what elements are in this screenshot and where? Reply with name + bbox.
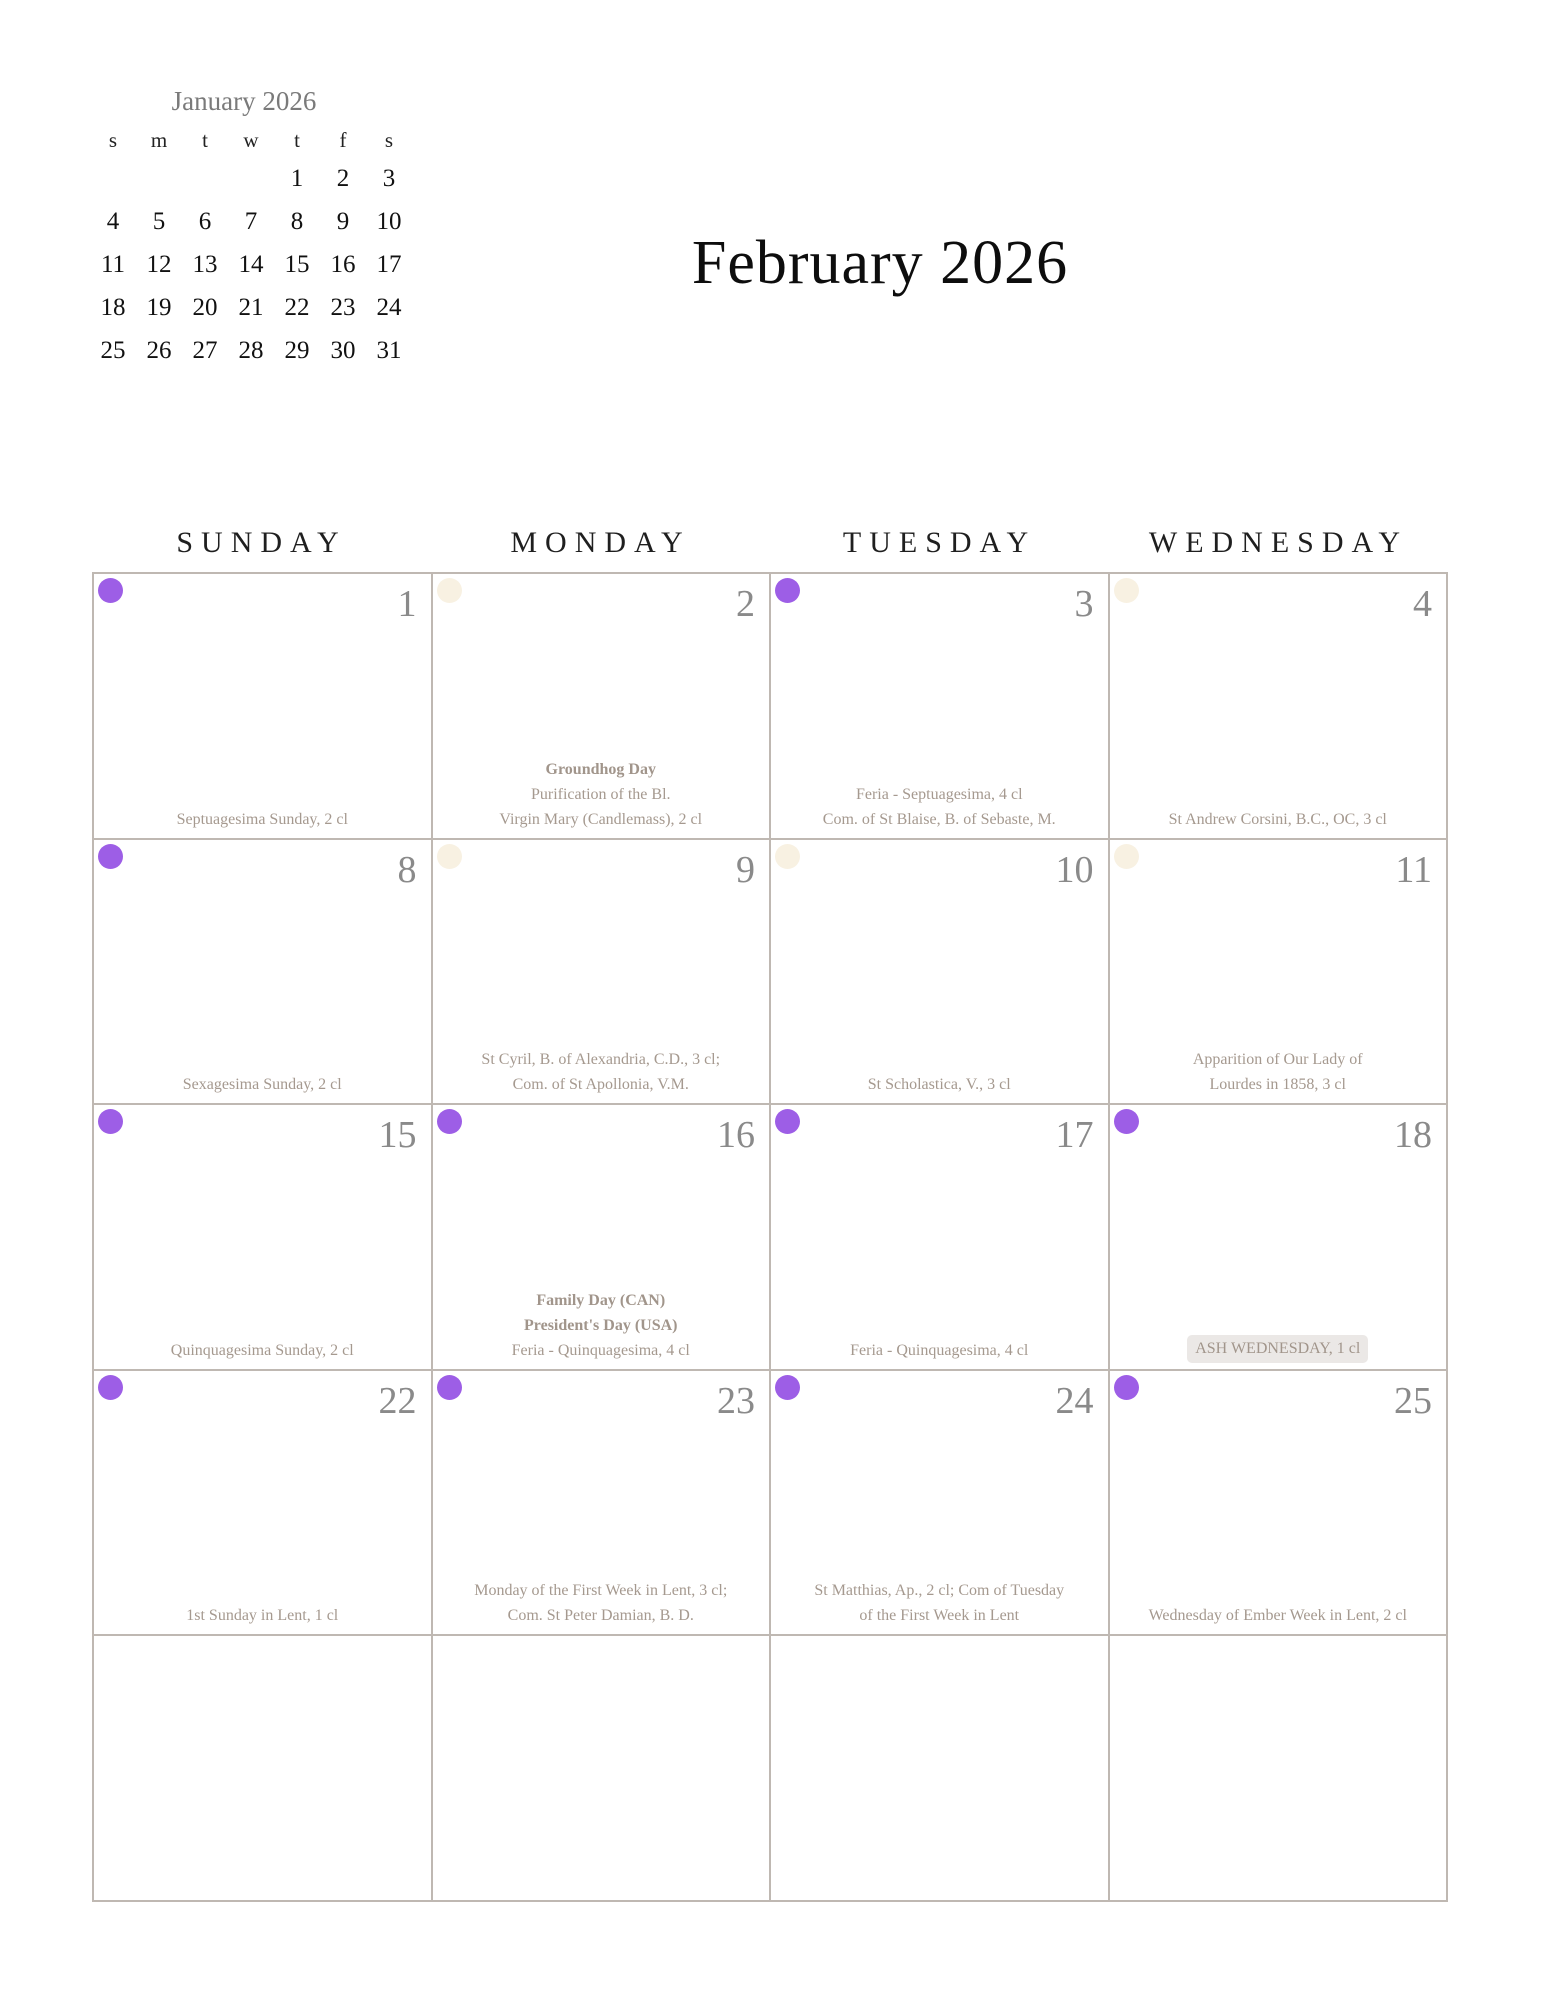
liturgical-color-dot bbox=[1114, 578, 1139, 603]
feast-note: Monday of the First Week in Lent, 3 cl; bbox=[474, 1582, 728, 1600]
day-cell[interactable] bbox=[771, 1636, 1110, 1902]
mini-calendar-date: 21 bbox=[238, 294, 264, 321]
day-cell[interactable] bbox=[1110, 1371, 1449, 1637]
liturgical-color-dot bbox=[775, 1109, 800, 1134]
liturgical-color-dot bbox=[1114, 1109, 1139, 1134]
mini-calendar-date: 24 bbox=[376, 294, 402, 321]
day-number: 16 bbox=[717, 1114, 755, 1157]
day-notes bbox=[1114, 1047, 1443, 1097]
liturgical-color-dot bbox=[437, 1109, 462, 1134]
day-notes bbox=[98, 1603, 427, 1628]
feast-note: Feria - Quinquagesima, 4 cl bbox=[511, 1341, 690, 1359]
mini-calendar-date: 10 bbox=[376, 208, 402, 235]
day-cell[interactable] bbox=[433, 1371, 772, 1637]
day-notes bbox=[437, 1288, 766, 1363]
weekday-monday: MONDAY bbox=[510, 526, 691, 559]
day-cell[interactable] bbox=[771, 840, 1110, 1106]
mini-calendar-date: 2 bbox=[336, 165, 350, 192]
day-notes bbox=[1114, 1335, 1443, 1363]
liturgical-color-dot bbox=[98, 1375, 123, 1400]
day-notes bbox=[98, 1338, 427, 1363]
day-notes bbox=[1114, 1603, 1443, 1628]
day-notes bbox=[437, 1047, 766, 1097]
day-notes bbox=[98, 1072, 427, 1097]
feast-note: Groundhog Day bbox=[545, 760, 656, 778]
mini-calendar-date: 6 bbox=[198, 208, 212, 235]
day-cell[interactable] bbox=[94, 840, 433, 1106]
feast-note: Com. of St Apollonia, V.M. bbox=[512, 1076, 689, 1094]
mini-calendar-date: 23 bbox=[330, 294, 356, 321]
day-number: 15 bbox=[378, 1114, 417, 1157]
day-notes bbox=[775, 1338, 1104, 1363]
day-cell[interactable] bbox=[94, 1636, 433, 1902]
day-cell[interactable] bbox=[1110, 1636, 1449, 1902]
feast-note: Purification of the Bl. bbox=[530, 785, 671, 803]
day-notes bbox=[775, 1072, 1104, 1097]
mini-calendar-date bbox=[182, 157, 228, 200]
weekday-wednesday: WEDNESDAY bbox=[1148, 526, 1409, 559]
mini-calendar-title: January 2026 bbox=[171, 86, 317, 116]
mini-calendar-date: 28 bbox=[238, 337, 264, 364]
day-number: 22 bbox=[378, 1379, 417, 1422]
feast-note: Wednesday of Ember Week in Lent, 2 cl bbox=[1148, 1607, 1407, 1625]
day-number: 24 bbox=[1055, 1379, 1094, 1422]
day-cell[interactable] bbox=[771, 1371, 1110, 1637]
feast-note: St Andrew Corsini, B.C., OC, 3 cl bbox=[1168, 810, 1387, 828]
mini-calendar-day-header: t bbox=[294, 128, 300, 152]
liturgical-color-dot bbox=[437, 1375, 462, 1400]
liturgical-color-dot bbox=[437, 844, 462, 869]
mini-calendar-date: 25 bbox=[100, 337, 126, 364]
mini-calendar-grid bbox=[90, 123, 420, 372]
mini-calendar-date: 7 bbox=[244, 208, 258, 235]
day-number: 8 bbox=[397, 848, 417, 891]
day-number: 18 bbox=[1394, 1114, 1432, 1157]
liturgical-color-dot bbox=[98, 1109, 123, 1134]
day-cell[interactable] bbox=[771, 574, 1110, 840]
day-cell[interactable] bbox=[771, 1105, 1110, 1371]
feast-note: Com. St Peter Damian, B. D. bbox=[507, 1607, 694, 1625]
day-cell[interactable] bbox=[1110, 574, 1449, 840]
mini-calendar-date: 9 bbox=[336, 208, 350, 235]
feast-note: Feria - Septuagesima, 4 cl bbox=[855, 785, 1023, 803]
liturgical-color-dot bbox=[98, 844, 123, 869]
day-cell[interactable] bbox=[433, 1105, 772, 1371]
day-cell[interactable] bbox=[94, 1371, 433, 1637]
mini-calendar-date: 27 bbox=[192, 337, 218, 364]
day-number: 9 bbox=[736, 848, 755, 891]
day-number: 1 bbox=[397, 583, 417, 625]
feast-note: Lourdes in 1858, 3 cl bbox=[1209, 1076, 1346, 1094]
mini-calendar bbox=[90, 86, 420, 372]
mini-calendar-date: 12 bbox=[146, 251, 172, 278]
day-number: 25 bbox=[1394, 1379, 1432, 1422]
month-title: February 2026 bbox=[691, 229, 1069, 297]
feast-note: of the First Week in Lent bbox=[859, 1607, 1020, 1625]
day-cell[interactable] bbox=[94, 574, 433, 840]
liturgical-color-dot bbox=[437, 578, 462, 603]
mini-calendar-date bbox=[228, 157, 274, 200]
mini-calendar-date: 20 bbox=[192, 294, 218, 321]
liturgical-color-dot bbox=[1114, 844, 1139, 869]
feast-note: Virgin Mary (Candlemass), 2 cl bbox=[499, 810, 703, 828]
mini-calendar-date: 30 bbox=[330, 337, 356, 364]
mini-calendar-date: 5 bbox=[152, 208, 166, 235]
mini-calendar-date bbox=[90, 157, 136, 200]
mini-calendar-day-header: s bbox=[384, 128, 394, 152]
feast-note: St Matthias, Ap., 2 cl; Com of Tuesday bbox=[814, 1582, 1065, 1600]
liturgical-color-dot bbox=[98, 578, 123, 603]
feast-note: Family Day (CAN) bbox=[536, 1291, 666, 1309]
mini-calendar-date: 3 bbox=[382, 165, 396, 192]
day-notes bbox=[1114, 807, 1443, 832]
day-cell[interactable] bbox=[433, 840, 772, 1106]
mini-calendar-date: 29 bbox=[284, 337, 310, 364]
mini-calendar-day-header: w bbox=[243, 128, 259, 152]
mini-calendar-date: 14 bbox=[238, 251, 264, 278]
month-grid bbox=[92, 572, 1448, 1902]
day-number: 17 bbox=[1055, 1114, 1094, 1157]
liturgical-color-dot bbox=[775, 578, 800, 603]
mini-calendar-date: 13 bbox=[192, 251, 218, 278]
day-cell[interactable] bbox=[94, 1105, 433, 1371]
feast-note: Feria - Quinquagesima, 4 cl bbox=[850, 1341, 1029, 1359]
day-number: 23 bbox=[717, 1379, 755, 1422]
mini-calendar-date: 17 bbox=[376, 251, 402, 278]
feast-note: Apparition of Our Lady of bbox=[1192, 1051, 1363, 1069]
feast-note: Quinquagesima Sunday, 2 cl bbox=[170, 1341, 354, 1359]
liturgical-color-dot bbox=[775, 1375, 800, 1400]
liturgical-color-dot bbox=[775, 844, 800, 869]
feast-note: Septuagesima Sunday, 2 cl bbox=[176, 810, 348, 828]
day-cell[interactable] bbox=[1110, 1105, 1449, 1371]
day-number: 10 bbox=[1055, 848, 1094, 891]
mini-calendar-date bbox=[136, 157, 182, 200]
mini-calendar-date: 4 bbox=[106, 208, 120, 235]
feast-note: Sexagesima Sunday, 2 cl bbox=[182, 1076, 342, 1094]
weekday-sunday: SUNDAY bbox=[176, 526, 347, 559]
feast-note: Com. of St Blaise, B. of Sebaste, M. bbox=[822, 810, 1056, 828]
mini-calendar-date: 1 bbox=[290, 165, 304, 192]
weekday-header-row bbox=[92, 526, 1448, 566]
mini-calendar-date: 26 bbox=[146, 337, 172, 364]
mini-calendar-day-header: f bbox=[339, 128, 347, 152]
mini-calendar-date: 15 bbox=[284, 251, 310, 278]
feast-note: St Scholastica, V., 3 cl bbox=[867, 1076, 1011, 1094]
mini-calendar-date: 19 bbox=[146, 294, 172, 321]
feast-note: St Cyril, B. of Alexandria, C.D., 3 cl; bbox=[481, 1051, 721, 1069]
day-number: 3 bbox=[1074, 583, 1094, 625]
day-cell[interactable] bbox=[433, 574, 772, 840]
mini-calendar-day-header: m bbox=[150, 128, 168, 152]
day-number: 4 bbox=[1413, 583, 1432, 625]
liturgical-color-dot bbox=[1114, 1375, 1139, 1400]
day-number: 2 bbox=[736, 583, 755, 625]
mini-calendar-date: 22 bbox=[284, 294, 310, 321]
feast-note: 1st Sunday in Lent, 1 cl bbox=[186, 1607, 339, 1625]
mini-calendar-day-header: s bbox=[108, 128, 118, 152]
mini-calendar-date: 18 bbox=[100, 294, 126, 321]
weekday-tuesday: TUESDAY bbox=[842, 526, 1037, 559]
feast-note: President's Day (USA) bbox=[524, 1316, 678, 1334]
mini-calendar-date: 31 bbox=[376, 337, 402, 364]
day-notes bbox=[437, 1578, 766, 1628]
mini-calendar-date: 11 bbox=[100, 251, 126, 278]
day-number: 11 bbox=[1395, 848, 1432, 891]
mini-calendar-date: 8 bbox=[290, 208, 304, 235]
feast-badge: ASH WEDNESDAY, 1 cl bbox=[1187, 1335, 1368, 1363]
day-cell[interactable] bbox=[1110, 840, 1449, 1106]
mini-calendar-day-header: t bbox=[202, 128, 208, 152]
day-notes bbox=[775, 1578, 1104, 1628]
day-notes bbox=[98, 807, 427, 832]
day-cell[interactable] bbox=[433, 1636, 772, 1902]
day-notes bbox=[775, 782, 1104, 832]
mini-calendar-date: 16 bbox=[330, 251, 356, 278]
day-notes bbox=[437, 757, 766, 832]
